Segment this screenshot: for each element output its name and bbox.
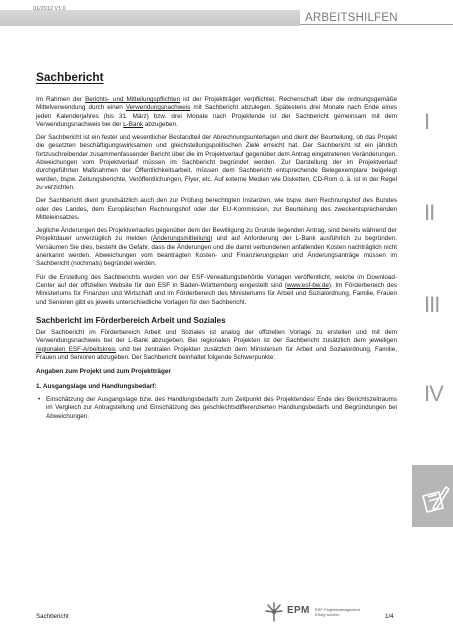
paragraph-4 <box>36 227 397 268</box>
text-run: mit Sachbericht abzulegen. Spätestens drei Monate nach Ende eines jeden Kalenderjahres (bis 31. März) bzw. drei Monate nach Projektende ist der Sachbericht gemeinsam mit dem Verwendungsnachweis bei der <box>36 104 397 128</box>
edition-label: 01/2012 V1.0 <box>33 6 66 12</box>
roman-tab-1[interactable]: I <box>424 109 430 134</box>
header-rule <box>300 24 453 25</box>
document-body <box>36 96 397 426</box>
roman-tab-2[interactable]: II <box>424 200 435 225</box>
page-number: 1/4 <box>385 613 394 620</box>
logo-tagline-2: Erfolg sichern <box>315 612 340 617</box>
link-esf-bw[interactable]: www.esf-bw.de <box>286 281 329 289</box>
link-verwendungsnachweis[interactable]: Verwendungsnachweis <box>125 104 191 112</box>
logo-text: EPM <box>287 605 310 616</box>
epm-logo <box>262 600 362 626</box>
paragraph-3: Der Sachbericht dient grundsätzlich auch den zur Prüfung berechtigten Instanzen, wie bspw. dem Rechnungshof des Bundes oder des Landes, dem Europäischen Rechnungshof oder der EU-Kommission, zur Beurteilung des zweckentsprechenden Mitteleinsatzes. <box>36 197 397 221</box>
item-heading: 1. Ausgangslage und Handlungsbedarf: <box>36 382 157 390</box>
bullet-dot: • <box>38 395 41 403</box>
header-band <box>0 10 300 26</box>
header-bar <box>0 0 453 38</box>
text-run: Für die Erstellung des Sachberichts wurden von der ESF-Verwaltungsbehörde Vorlagen veröffentlicht, welche im Download-Center auf der offiziellen Website für den ESF in Baden-Württemberg eingestellt sind ( <box>36 273 397 289</box>
link-aenderungsmitteilung[interactable]: Änderungsmitteilung <box>152 235 211 243</box>
logo-tagline: ESF-Projektmanagement <box>315 607 360 612</box>
pencil-note-icon <box>412 465 453 527</box>
paragraph-5 <box>36 274 397 307</box>
text-run: und bei zentralen Projekten zusätzlich dem Ministerium für Arbeit und Sozialordnung, Familie, Frauen und Senioren abzugeben. Der Sachbericht beinhaltet folgende Schwerpunkte: <box>36 345 397 362</box>
footer-label: Sachbericht <box>36 613 69 620</box>
text-run: Jegliche Änderungen des Projektverlaufes gegenüber dem der Bewilligung zu Grunde liegenden Antrag, sind bereits während der Projektdauer unverzüglich zu melden ( <box>36 227 397 243</box>
text-run: Der Sachbericht im Förderbereich Arbeit und Soziales ist analog der offiziellen Vorlage zu erstellen und mit dem Verwendungsnachweis bei der L-Bank abzugeben. Bei regionalen Projekten ist der Sachbericht zusätzlich dem jeweiligen <box>36 329 397 345</box>
text-run: Im Rahmen der <box>36 96 86 103</box>
subheading: Angaben zum Projekt und zum Projektträger <box>36 368 171 376</box>
text-run: ). Im Förderbereich des Ministeriums für Finanzen und Wirtschaft und im Förderbereich des Ministeriums für Arbeit und Sozialordnung, Familie, Frauen und Senioren gibt es jeweils unterschiedliche Vorlagen für den Sachbericht. <box>36 281 397 306</box>
section-heading: Sachbericht im Förderbereich Arbeit und Soziales <box>36 315 226 325</box>
roman-tab-4[interactable]: IV <box>424 381 443 406</box>
text-run: abzugeben. <box>143 120 178 128</box>
link-berichtspflichten[interactable]: Berichts- und Mitteilungspflichten <box>85 96 181 103</box>
section-label: ARBEITSHILFEN <box>305 12 398 24</box>
paragraph-2: Der Sachbericht ist ein fester und wesentlicher Bestandteil der Abrechnungsunterlagen und dient der Beurteilung, ob das Projekt die gesetzten beschäftigungswirksamen und gleichstellungspolitischen Ziele erreicht hat. Der Sachbericht ist ein jährlich fortzuschreibender zusammenfassender Bericht über die im Projektverlauf gegenüber dem Antrag eingetretenen Veränderungen. Abweichungen vom Projektverlauf müssen im Sachbericht begründet werden. Zur Darstellung der im Projektverlauf durchgeführten Maßnahmen der Öffentlichkeitsarbeit, müssen dem Sachbericht entsprechende Belegexemplare beigelegt werden, bspw. Zeitungsberichte, Veröffentlichungen, Flyer, etc. Auf externe Medien wie Disketten, CD-Rom o. ä. ist in der Regel zu verzichten. <box>36 134 397 191</box>
roman-tab-3[interactable]: III <box>424 292 440 317</box>
text-run: ist der Projektträger verpflichtet, Rechenschaft über die ordnungsgemäße Mittelverwendung durch einen <box>36 96 397 112</box>
epm-logo-mark-icon <box>262 600 286 624</box>
bullet-text: Einschätzung der Ausgangslage bzw. des Handlungsbedarfs zum Zeitpunkt des Projektendes/ Ende des Berichtszeitraums im Vergleich zur Antragstellung und Einschätzung des geschlechtsdifferenzierten Handlungsbedarfs und Begründungen bei Abweichungen. <box>46 395 397 420</box>
link-l-bank[interactable]: L-Bank <box>123 120 144 128</box>
paragraph-1 <box>36 96 397 129</box>
page-title: Sachbericht <box>36 70 104 84</box>
bullet-item <box>36 396 397 421</box>
link-esf-arbeitskreis[interactable]: regionalen ESF-Arbeitskreis <box>36 345 116 353</box>
section-paragraph <box>36 329 397 362</box>
text-run: ) und auf Anforderung der L-Bank ausführlich zu begründen. Versäumen Sie dies, besteht die Gefahr, dass die Änderungen und die damit verbundenen anfallenden Kosten nachträglich nicht anerkannt werden. Abweichungen vom beantragten Kosten- und Finanzierungsplan und Änderungsanträge müssen im Sachbericht (nochmals) begründet werden. <box>36 235 397 268</box>
